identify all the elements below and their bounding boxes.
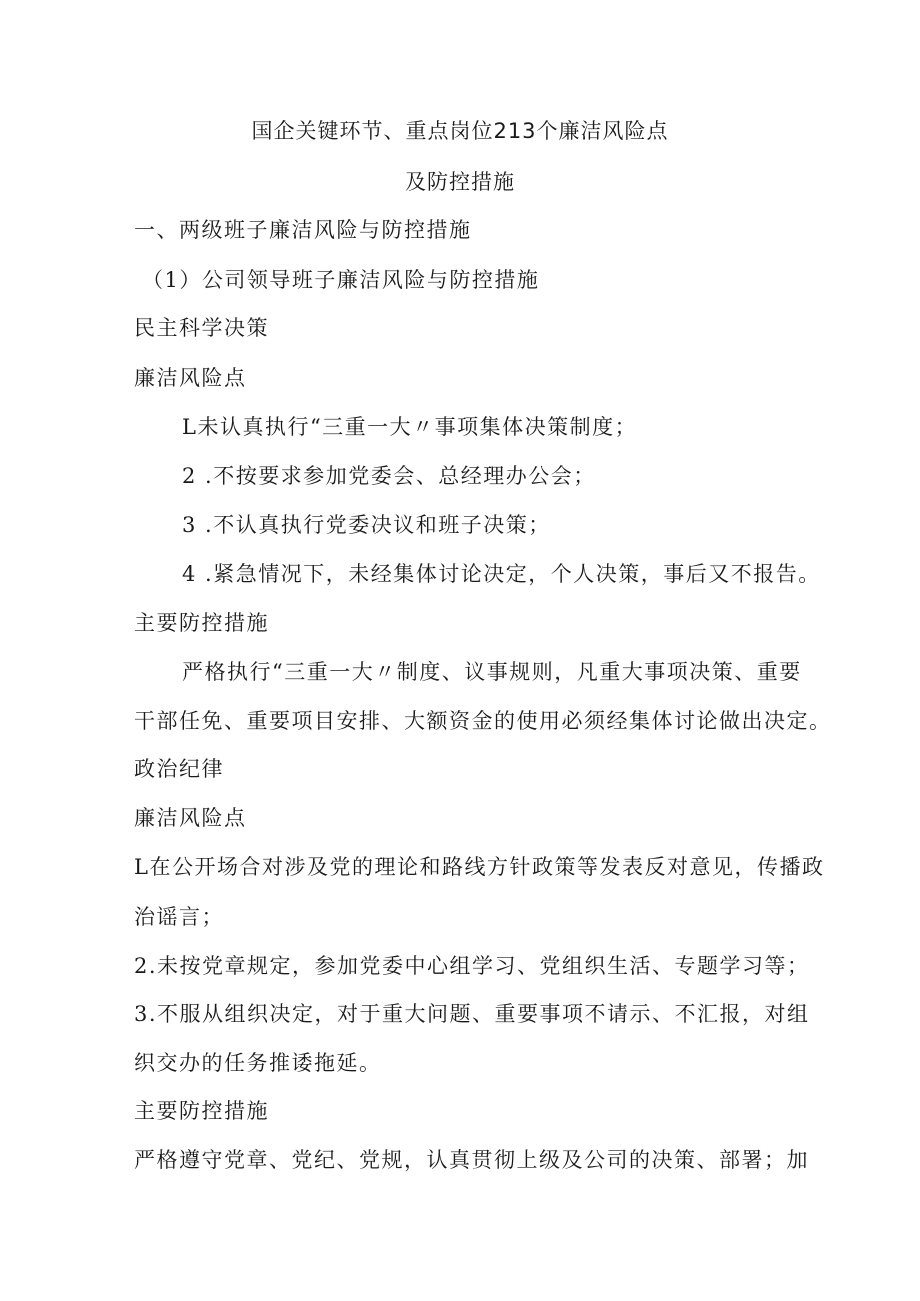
measures-paragraph-line: 严格遵守党章、党纪、党规，认真贯彻上级及公司的决策、部署；加 (134, 1148, 809, 1172)
risk-label: 廉洁风险点 (134, 366, 247, 390)
section-heading: 一、两级班子廉洁风险与防控措施 (134, 218, 472, 242)
risk-item-continuation: 治谣言； (134, 905, 224, 929)
measures-paragraph-line: 严格执行“三重一大〃制度、议事规则，凡重大事项决策、重要 (182, 660, 802, 684)
topic-heading-decision: 民主科学决策 (134, 316, 269, 340)
subsection-heading: （1）公司领导班子廉洁风险与防控措施 (142, 268, 540, 292)
risk-item: L未认真执行“三重一大〃事项集体决策制度； (182, 415, 638, 439)
risk-label: 廉洁风险点 (134, 806, 247, 830)
risk-item-continuation: 织交办的任务推诿拖延。 (134, 1051, 382, 1075)
risk-item: L在公开场合对涉及党的理论和路线方针政策等发表反对意见，传播政 (134, 855, 825, 879)
risk-item: 3.不服从组织决定，对于重大问题、重要事项不请示、不汇报，对组 (134, 1002, 810, 1026)
document-title-line1: 国企关键环节、重点岗位213个廉洁风险点 (251, 119, 669, 143)
risk-item: 4 .紧急情况下，未经集体讨论决定，个人决策，事后又不报告。 (182, 562, 821, 586)
document-title-line2: 及防控措施 (405, 170, 515, 194)
measures-label: 主要防控措施 (134, 611, 269, 635)
risk-item: 3 .不认真执行党委决议和班子决策； (182, 513, 551, 537)
measures-paragraph-line: 干部任免、重要项目安排、大额资金的使用必须经集体讨论做出决定。 (134, 709, 832, 733)
risk-item: 2 .不按要求参加党委会、总经理办公会； (182, 464, 596, 488)
topic-heading-political: 政治纪律 (134, 757, 224, 781)
risk-item: 2.未按党章规定，参加党委中心组学习、党组织生活、专题学习等； (134, 954, 810, 978)
measures-label: 主要防控措施 (134, 1099, 269, 1123)
